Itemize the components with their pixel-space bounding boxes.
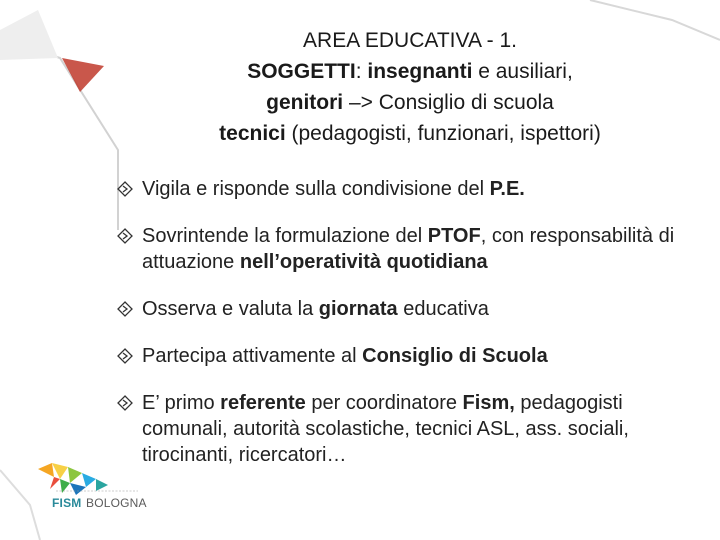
bullet-bold: giornata: [318, 298, 398, 320]
title-line-2: [150, 56, 670, 87]
title-tecnici-detail: (pedagogisti, funzionari, ispettori): [285, 122, 601, 145]
diamond-arrow-icon: [117, 348, 133, 364]
deco-red-shape: [62, 58, 104, 92]
bullet-bold: nell’operatività quotidiana: [239, 251, 488, 273]
bullet-item: [117, 343, 687, 369]
title-soggetti: SOGGETTI: [247, 60, 356, 83]
bullet-text: Sovrintende la formulazione del: [142, 225, 428, 247]
bullet-text: E’ primo: [142, 392, 221, 414]
title-line-3: [150, 87, 670, 118]
title-colon: :: [355, 60, 368, 83]
bullet-item: [117, 296, 687, 322]
logo-text-fism: FISM: [52, 496, 82, 510]
bullet-item: [117, 390, 687, 468]
bullet-text: Osserva e valuta la: [142, 298, 319, 320]
diamond-arrow-icon: [117, 301, 133, 317]
title-line-1: AREA EDUCATIVA - 1.: [303, 29, 517, 52]
bullet-text: per coordinatore: [305, 392, 463, 414]
fism-logo: [34, 463, 147, 515]
bullet-item: [117, 176, 687, 202]
bullet-bold: P.E.: [489, 178, 525, 200]
slide-title: [150, 25, 670, 149]
bullet-list: [117, 176, 687, 489]
bullet-text: Partecipa attivamente al: [142, 345, 363, 367]
bullet-bold: Fism,: [462, 392, 515, 414]
deco-gray-shape: [0, 10, 58, 60]
bullet-bold: referente: [220, 392, 306, 414]
title-ausiliari: e ausiliari,: [472, 60, 573, 83]
logo-text-bologna: BOLOGNA: [86, 496, 147, 510]
diamond-arrow-icon: [117, 395, 133, 411]
bullet-bold: Consiglio di Scuola: [362, 345, 548, 367]
title-insegnanti: insegnanti: [367, 60, 473, 83]
bullet-text: pedagogisti comunali, autorità scolastiche, tecnici ASL, ass. sociali, tirocinanti, ricercatori…: [142, 392, 629, 466]
bullet-bold: PTOF: [427, 225, 481, 247]
bullet-text: educativa: [397, 298, 489, 320]
diamond-arrow-icon: [117, 181, 133, 197]
title-genitori: genitori: [266, 91, 344, 114]
title-consiglio: –> Consiglio di scuola: [343, 91, 554, 114]
bullet-text: Vigila e risponde sulla condivisione del: [142, 178, 490, 200]
title-tecnici: tecnici: [219, 122, 286, 145]
title-line-4: [150, 118, 670, 149]
bullet-item: [117, 223, 687, 275]
bullet-text: , con responsabilità di attuazione: [142, 225, 675, 273]
diamond-arrow-icon: [117, 228, 133, 244]
fism-logo-icon: [34, 463, 144, 497]
